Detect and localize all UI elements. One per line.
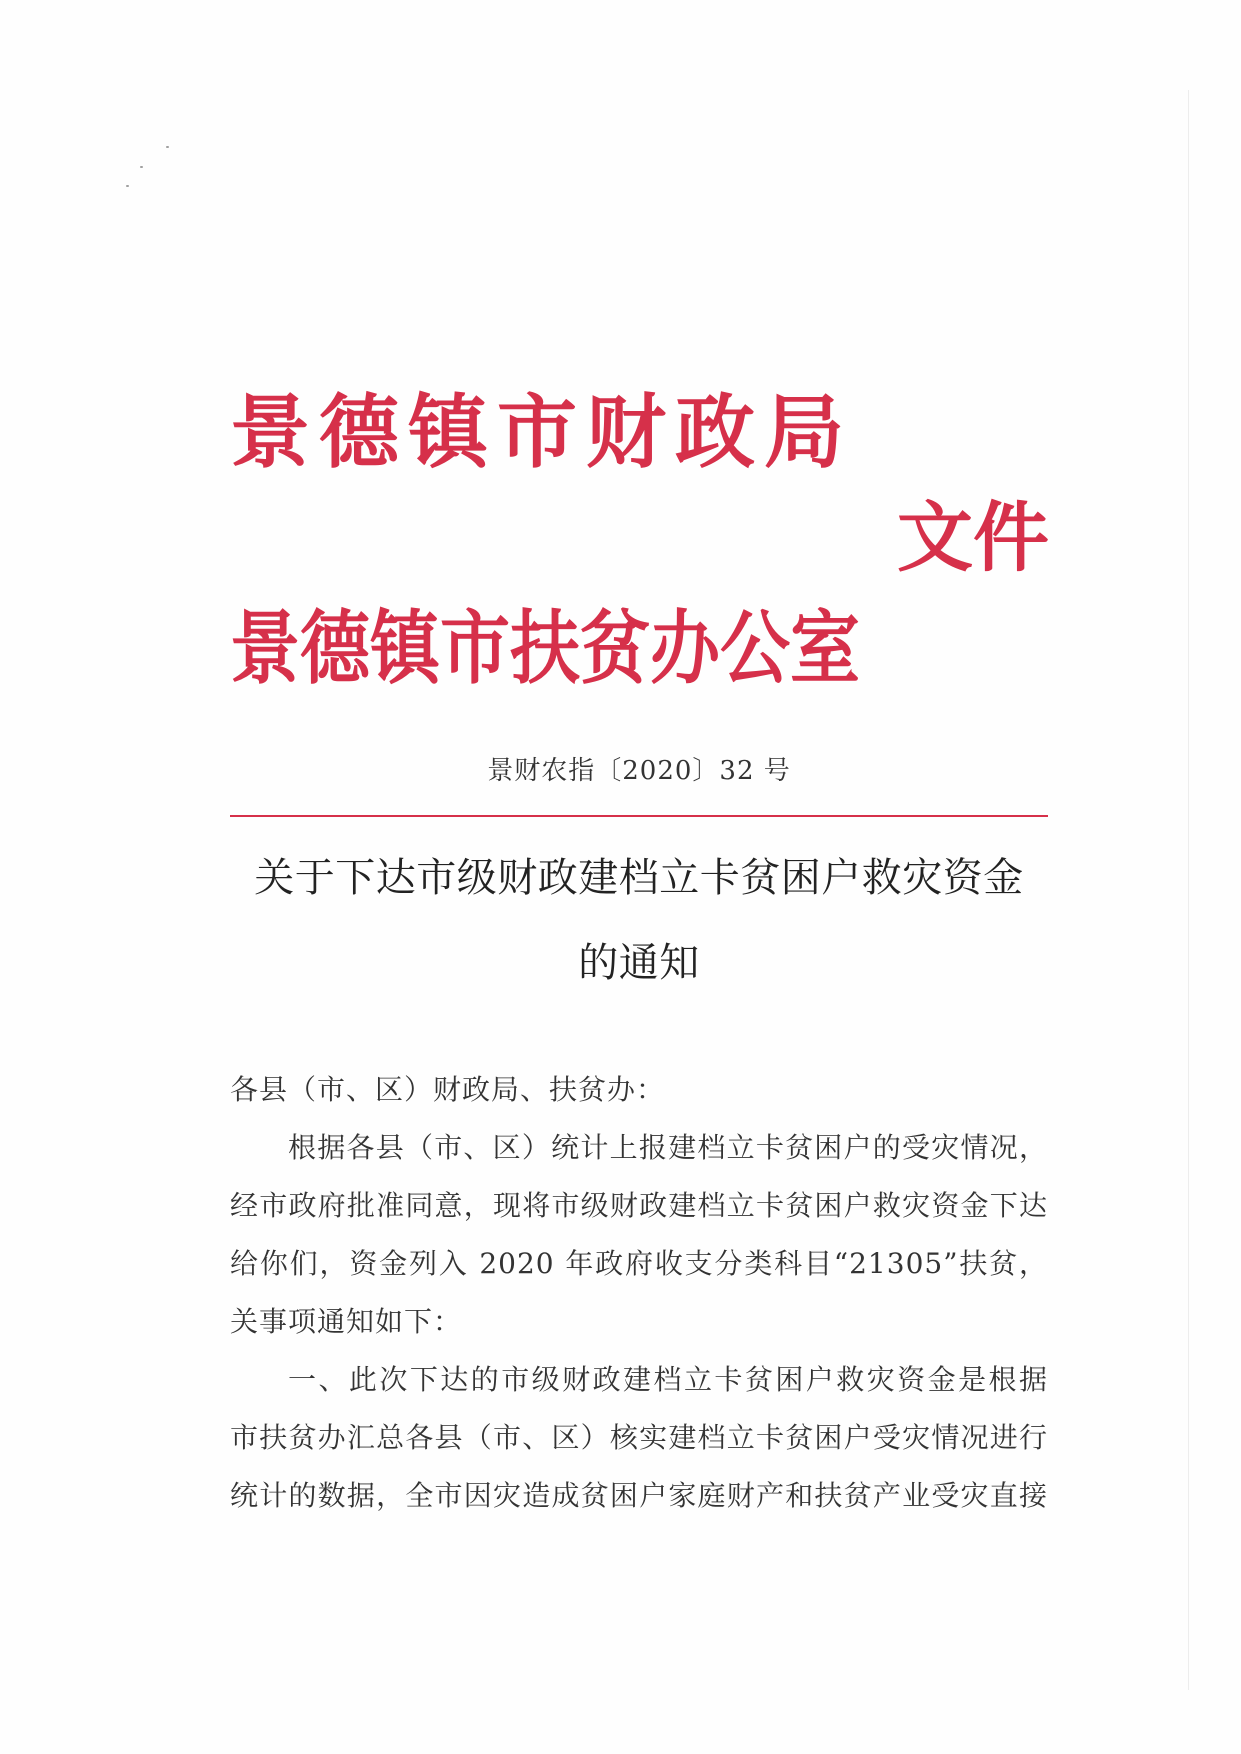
body-line: 统计的数据，全市因灾造成贫困户家庭财产和扶贫产业受灾直接 <box>230 1479 1048 1512</box>
document-suffix: 文件 <box>897 493 1049 582</box>
document-title-line-2: 的通知 <box>578 940 700 986</box>
body-line: 给你们，资金列入 2020 年政府收支分类科目“21305”扶贫， <box>230 1247 1048 1280</box>
document-title-line-1: 关于下达市级财政建档立卡贫困户救灾资金 <box>254 855 1024 901</box>
document-body <box>230 1061 1048 1525</box>
scan-speck <box>166 146 169 148</box>
scan-edge-line <box>1188 90 1189 1690</box>
body-line: 经市政府批准同意，现将市级财政建档立卡贫困户救灾资金下达 <box>230 1189 1048 1222</box>
issuing-org-poverty-office: 景德镇市扶贫办公室 <box>230 601 860 695</box>
red-divider <box>230 815 1048 817</box>
body-line: 根据各县（市、区）统计上报建档立卡贫困户的受灾情况， <box>288 1131 1048 1164</box>
body-line: 关事项通知如下： <box>230 1305 463 1338</box>
scan-speck <box>126 185 129 187</box>
body-line: 一、此次下达的市级财政建档立卡贫困户救灾资金是根据 <box>288 1363 1048 1396</box>
body-line: 市扶贫办汇总各县（市、区）核实建档立卡贫困户受灾情况进行 <box>230 1421 1048 1454</box>
issuing-org-finance-bureau: 景德镇市财政局 <box>230 385 853 479</box>
document-number: 景财农指〔2020〕32 号 <box>487 756 791 786</box>
salutation: 各县（市、区）财政局、扶贫办： <box>230 1073 666 1106</box>
scan-speck <box>140 166 143 168</box>
